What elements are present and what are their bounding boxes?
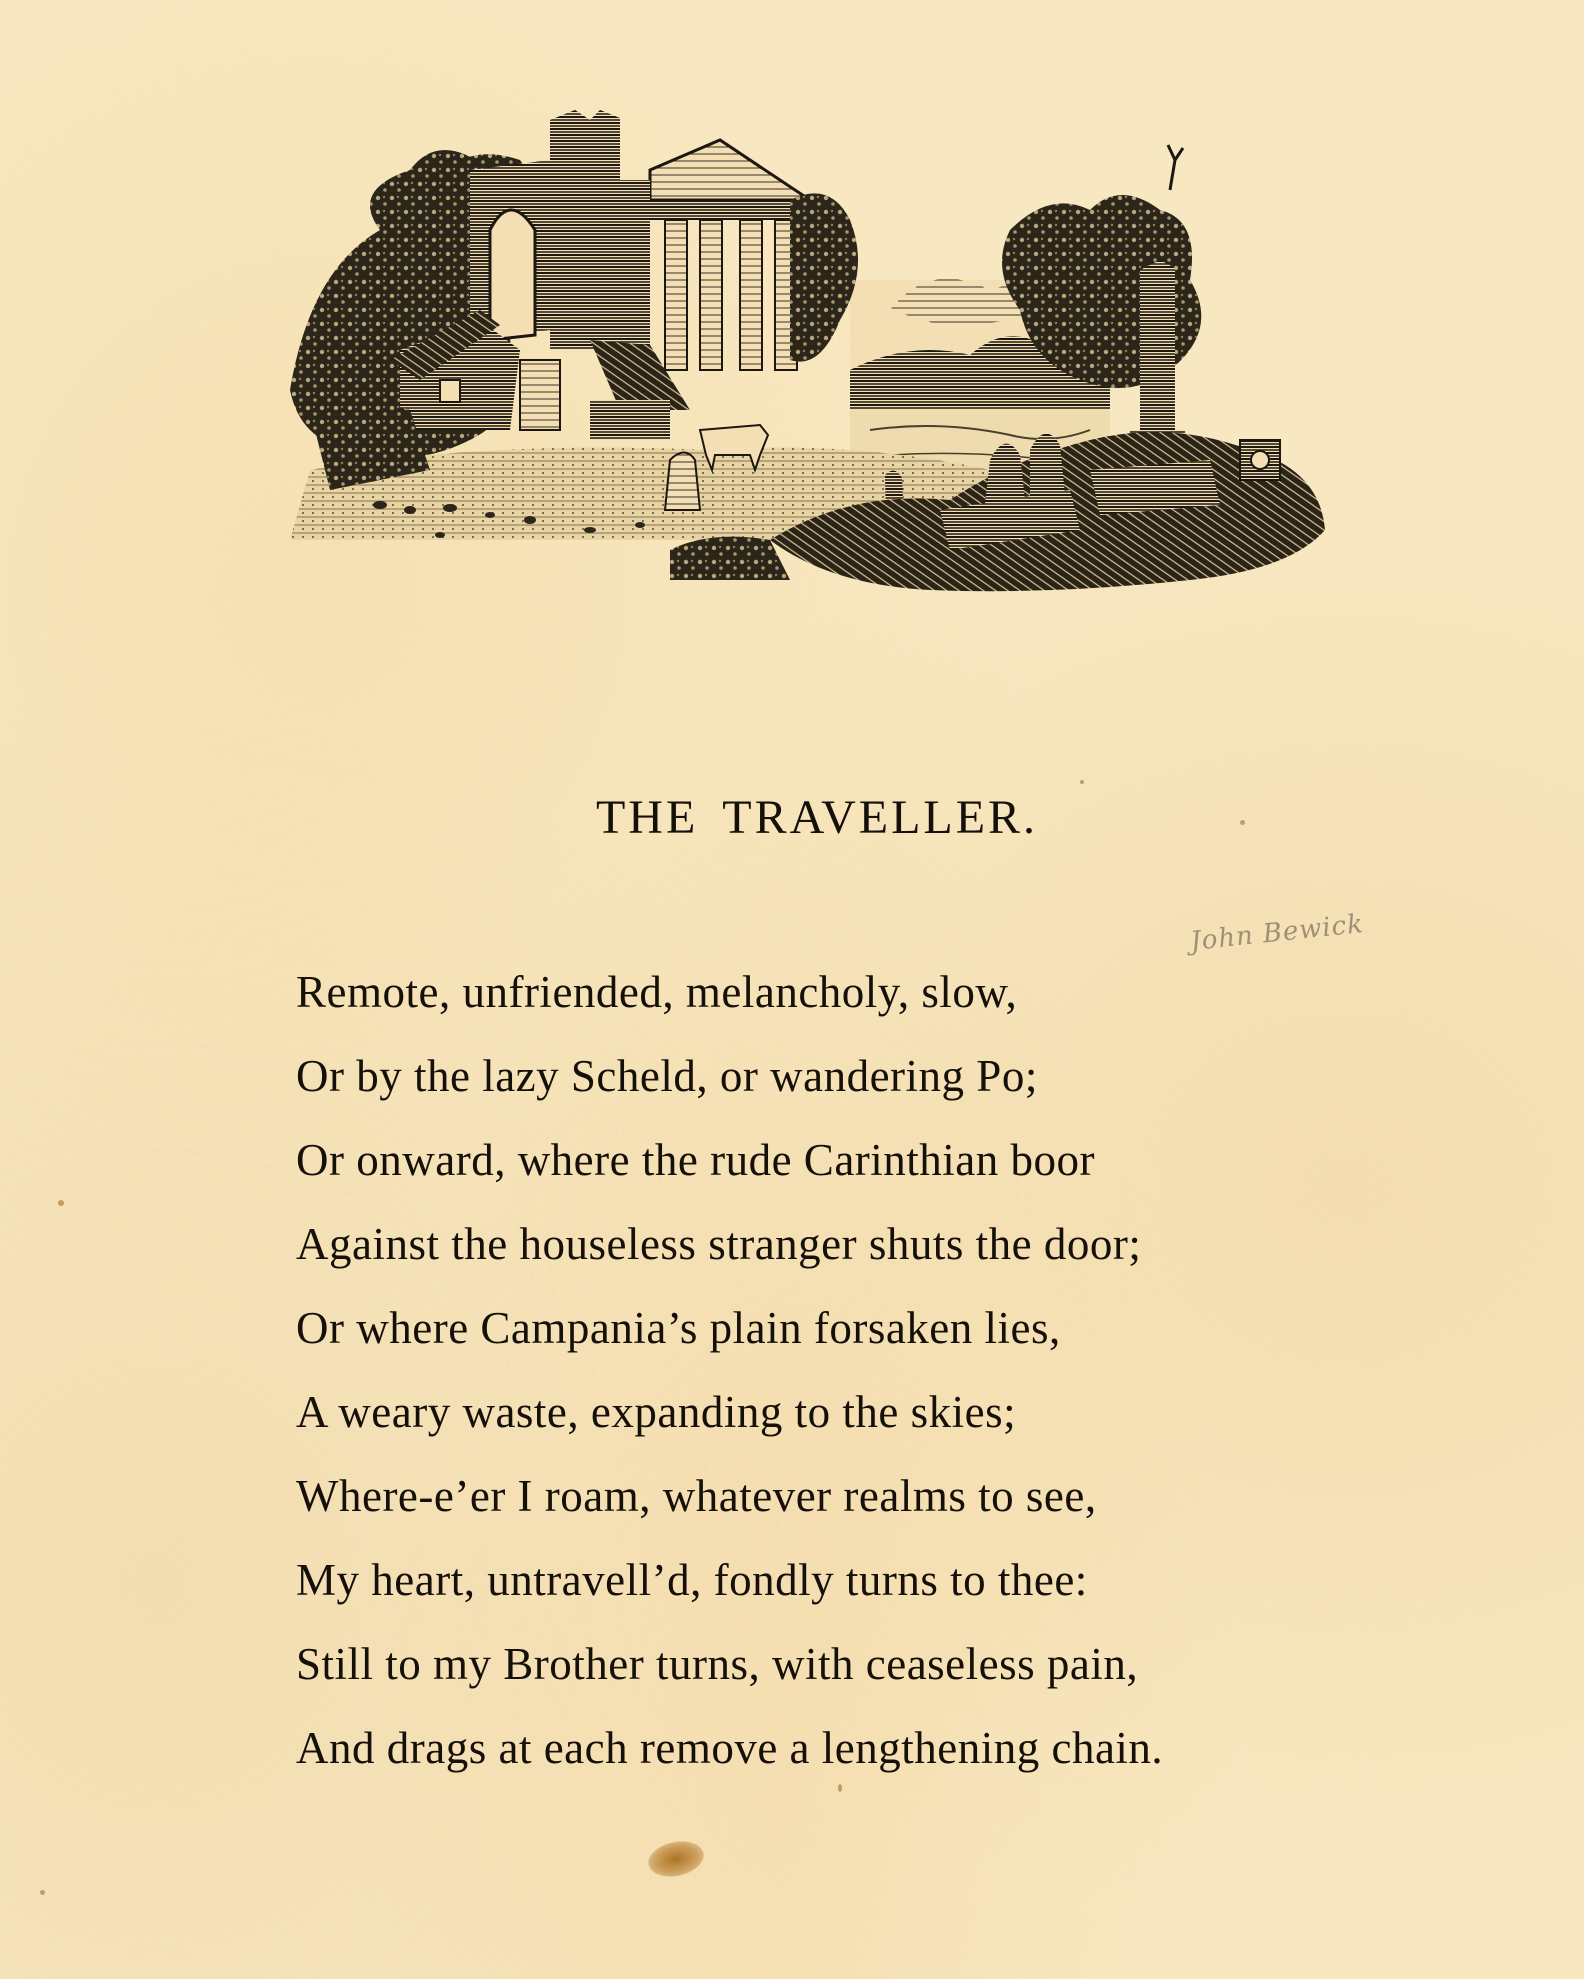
- poem-line: Or by the lazy Scheld, or wandering Po;: [296, 1051, 1038, 1101]
- poem-line: My heart, untravell’d, fondly turns to thee:: [296, 1555, 1088, 1605]
- title-word-traveller: TRAVELLER.: [722, 791, 1039, 844]
- poem-line: Remote, unfriended, melancholy, slow,: [296, 967, 1018, 1017]
- poem-line: Or onward, where the rude Carinthian boor: [296, 1135, 1095, 1185]
- poem-line: Still to my Brother turns, with ceaseless pain,: [296, 1639, 1139, 1689]
- foxing-speck: [58, 1200, 64, 1206]
- foxing-speck: [40, 1890, 45, 1895]
- poem-line: Against the houseless stranger shuts the door;: [296, 1219, 1142, 1269]
- foxing-stain: [645, 1837, 707, 1882]
- poem-line: A weary waste, expanding to the skies;: [296, 1387, 1017, 1437]
- foxing-speck: [1080, 780, 1084, 784]
- foxing-speck: [838, 1784, 842, 1792]
- engraving-illustration: [290, 110, 1330, 600]
- page-title: [0, 790, 1584, 845]
- poem-line: Or where Campania’s plain forsaken lies,: [296, 1303, 1061, 1353]
- foxing-speck: [1240, 820, 1245, 825]
- title-word-the: THE: [595, 791, 699, 844]
- ruins-landscape-icon: [290, 110, 1330, 600]
- poem-line: Where-e’er I roam, whatever realms to see,: [296, 1471, 1097, 1521]
- poem-line: And drags at each remove a lengthening chain.: [296, 1723, 1164, 1773]
- poem-stanza: [296, 962, 1163, 1802]
- handwritten-signature: John Bewick: [1188, 908, 1366, 958]
